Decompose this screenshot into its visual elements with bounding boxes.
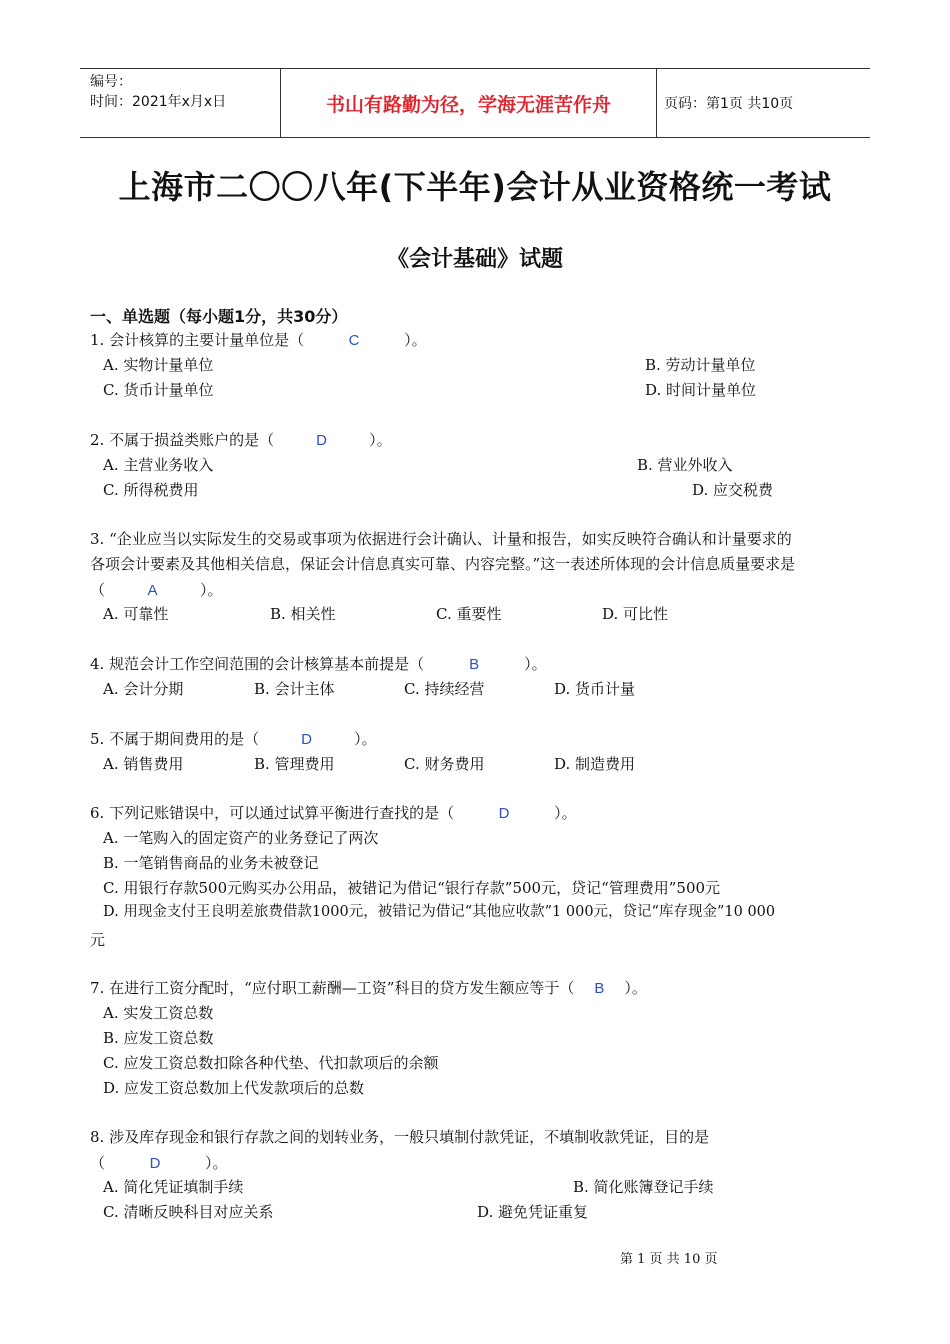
answer: A [147, 582, 158, 599]
section-heading: 一、单选题（每小题1分，共30分） [90, 307, 348, 326]
option: B. 简化账簿登记手续 [573, 1178, 714, 1196]
answer: D [316, 432, 328, 449]
option: C. 货币计量单位 [103, 381, 214, 399]
page-footer: 第 1 页 共 10 页 [620, 1252, 718, 1267]
option: C. 持续经营 [404, 680, 485, 698]
option: C. 用银行存款500元购买办公用品，被错记为借记“银行存款”500元，贷记“管理费用”500元 [103, 879, 721, 897]
option: B. 一笔销售商品的业务未被登记 [103, 854, 319, 872]
option: C. 财务费用 [404, 755, 485, 773]
option: C. 清晰反映科目对应关系 [103, 1203, 274, 1221]
document-header [80, 68, 870, 138]
option: A. 简化凭证填制手续 [103, 1178, 244, 1196]
date-label: 时间：2021年x月x日 [90, 94, 227, 110]
option: A. 会计分期 [103, 680, 184, 698]
answer: D [498, 805, 510, 822]
option: D. 制造费用 [554, 755, 636, 773]
option: B. 相关性 [270, 605, 336, 623]
question-stem: （ D ）。 [90, 1154, 228, 1172]
question-stem: （ A ）。 [90, 581, 223, 599]
question-stem: 8. 涉及库存现金和银行存款之间的划转业务，一般只填制付款凭证，不填制收款凭证，目的是 [90, 1128, 710, 1146]
option: B. 劳动计量单位 [645, 356, 756, 374]
motto: 书山有路勤为径，学海无涯苦作舟 [280, 69, 657, 137]
option: A. 可靠性 [103, 605, 169, 623]
option: A. 一笔购入的固定资产的业务登记了两次 [103, 829, 379, 847]
question-stem: 3. “企业应当以实际发生的交易或事项为依据进行会计确认、计量和报告，如实反映符合确认和计量要求的 [90, 530, 792, 548]
question-stem: 7. 在进行工资分配时，“应付职工薪酬—工资”科目的贷方发生额应等于（ B ）。 [90, 979, 647, 997]
page-subtitle: 《会计基础》试题 [386, 247, 563, 272]
option: A. 主营业务收入 [103, 456, 214, 474]
question-stem: 1. 会计核算的主要计量单位是（ C ）。 [90, 331, 427, 349]
answer: D [149, 1155, 161, 1172]
option-continuation: 元 [90, 931, 106, 949]
option: D. 用现金支付王良明差旅费借款1000元，被错记为借记“其他应收款”1 000元，贷记“库存现金”10 000 [103, 904, 776, 920]
option: A. 销售费用 [103, 755, 184, 773]
answer: B [594, 980, 605, 997]
question-stem: 各项会计要素及其他相关信息，保证会计信息真实可靠、内容完整。”这一表述所体现的会计信息质量要求是 [90, 555, 796, 573]
header-left-cell [80, 69, 280, 137]
option: D. 避免凭证重复 [477, 1203, 589, 1221]
option: C. 重要性 [436, 605, 502, 623]
option: B. 管理费用 [254, 755, 335, 773]
question-stem: 5. 不属于期间费用的是（ D ）。 [90, 730, 377, 748]
question-stem: 4. 规范会计工作空间范围的会计核算基本前提是（ B ）。 [90, 655, 547, 673]
question-stem: 6. 下列记账错误中，可以通过试算平衡进行查找的是（ D ）。 [90, 804, 577, 822]
option: C. 所得税费用 [103, 481, 199, 499]
answer: B [469, 656, 480, 673]
code-label: 编号： [90, 74, 132, 90]
option: D. 可比性 [602, 605, 669, 623]
option: B. 会计主体 [254, 680, 335, 698]
option: D. 应交税费 [692, 481, 774, 499]
option: B. 营业外收入 [637, 456, 733, 474]
option: A. 实发工资总数 [103, 1004, 214, 1022]
option: B. 应发工资总数 [103, 1029, 214, 1047]
answer: D [301, 731, 313, 748]
page-info: 页码：第1页 共10页 [664, 96, 794, 112]
answer: C [348, 332, 360, 349]
option: D. 时间计量单位 [645, 381, 757, 399]
question-stem: 2. 不属于损益类账户的是（ D ）。 [90, 431, 392, 449]
option: C. 应发工资总数扣除各种代垫、代扣款项后的余额 [103, 1054, 439, 1072]
page-title: 上海市二〇〇八年(下半年)会计从业资格统一考试 [118, 168, 832, 206]
option: A. 实物计量单位 [103, 356, 214, 374]
option: D. 货币计量 [554, 680, 636, 698]
option: D. 应发工资总数加上代发款项后的总数 [103, 1079, 365, 1097]
